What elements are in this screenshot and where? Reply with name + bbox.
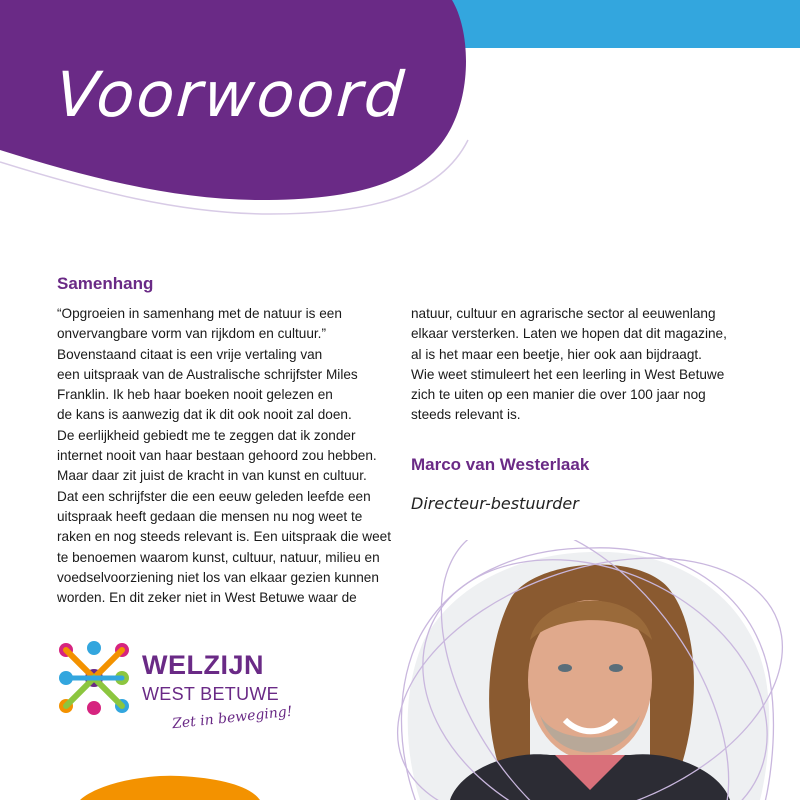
text-line: “Opgroeien in samenhang met de natuur is een <box>57 306 342 321</box>
text-line: de kans is aanwezig dat ik dit ook nooit zal doen. <box>57 407 352 423</box>
text-line: Franklin. Ik heb haar boeken nooit gelezen en <box>57 387 333 403</box>
logo-subtitle: WEST BETUWE <box>142 684 279 704</box>
text-line: voedselvoorziening niet los van elkaar gezien kunnen <box>57 569 379 585</box>
text-line: onvervangbare vorm van rijkdom en cultuur.” <box>57 326 326 342</box>
right-column-text <box>411 304 756 426</box>
text-line: natuur, cultuur en agrarische sector al eeuwenlang <box>411 306 716 321</box>
text-line: steeds relevant is. <box>411 407 521 423</box>
text-line: elkaar versterken. Laten we hopen dat dit magazine, <box>411 326 727 342</box>
welzijn-logo-icon <box>56 640 132 716</box>
page-title: Voorwoord <box>53 58 409 131</box>
text-line: zich te uiten op een manier die over 100 jaar nog <box>411 387 706 403</box>
text-line: Maar daar zit juist de kracht in van kunst en cultuur. <box>57 468 367 484</box>
text-line: al is het maar een beetje, hier ook aan bijdraagt. <box>411 346 702 362</box>
left-column-text <box>57 304 402 608</box>
text-line: raken en nog steeds relevant is. Een uitspraak die weet <box>57 529 392 545</box>
text-line: Dat een schrijfster die een eeuw geleden leefde een <box>57 488 371 504</box>
section-heading: Samenhang <box>57 274 154 293</box>
bottom-accent-blob <box>60 772 280 800</box>
text-line: een uitspraak van de Australische schrijfster Miles <box>57 366 358 382</box>
text-line: worden. En dit zeker niet in West Betuwe waar de <box>57 590 357 606</box>
author-portrait <box>380 540 800 800</box>
text-line: De eerlijkheid gebiedt me te zeggen dat ik zonder <box>57 427 356 443</box>
text-line: Wie weet stimuleert het een leerling in West Betuwe <box>411 366 725 382</box>
logo-wordmark: WELZIJN <box>142 650 264 680</box>
text-line: uitspraak heeft gedaan die mensen nu nog weet te <box>57 508 363 524</box>
author-role: Directeur-bestuurder <box>411 494 579 513</box>
text-line: internet nooit van haar bestaan gehoord zou hebben. <box>57 448 377 464</box>
text-line: Bovenstaand citaat is een vrije vertaling van <box>57 346 323 362</box>
text-line: te benoemen waarom kunst, cultuur, natuur, milieu en <box>57 549 380 565</box>
author-name: Marco van Westerlaak <box>411 455 590 474</box>
logo-tagline: Zet in beweging! <box>171 703 294 733</box>
